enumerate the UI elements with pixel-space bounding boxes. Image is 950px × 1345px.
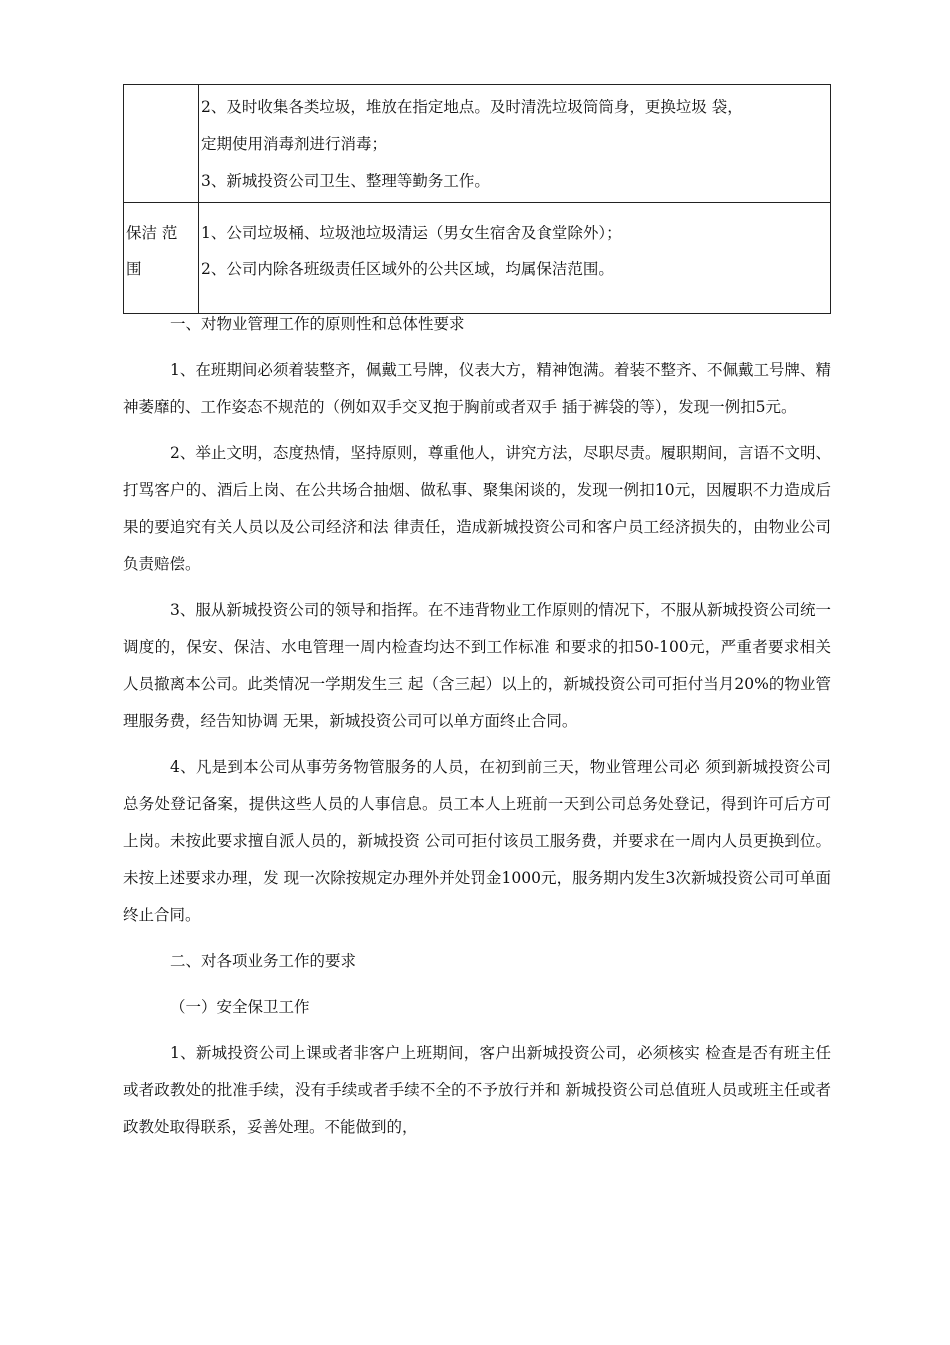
section-heading: 一、对物业管理工作的原则性和总体性要求 — [170, 315, 465, 333]
paragraph: 1、在班期间必须着装整齐，佩戴工号牌，仪表大方，精神饱满。着装不整齐、不佩戴工号牌、精神萎靡的、工作姿态不规范的（例如双手交叉抱于胸前或者双手 插于裤袋的等），发现一例扣5元。 — [123, 361, 831, 416]
subsection-heading: （一）安全保卫工作 — [170, 998, 310, 1016]
table-label-cell-empty — [124, 85, 199, 203]
table-line: 2、及时收集各类垃圾，堆放在指定地点。及时清洗垃圾筒筒身，更换垃圾 袋， — [201, 98, 743, 116]
table-line: 2、公司内除各班级责任区域外的公共区域，均属保洁范围。 — [201, 260, 614, 278]
table-line: 3、新城投资公司卫生、整理等勤务工作。 — [201, 172, 490, 190]
paragraph: 2、举止文明，态度热情，坚持原则，尊重他人，讲究方法，尽职尽责。履职期间，言语不文明、打骂客户的、酒后上岗、在公共场合抽烟、做私事、聚集闲谈的，发现一例扣10元，因履职不力造成后果的要追究有关人员以及公司经济和法 律责任，造成新城投资公司和客户员工经济损失的，由物业公司负责赔偿。 — [123, 444, 831, 573]
table-row — [124, 85, 831, 203]
paragraph: 4、凡是到本公司从事劳务物管服务的人员，在初到前三天，物业管理公司必 须到新城投资公司总务处登记备案，提供这些人员的人事信息。员工本人上班前一天到公司总务处登记，得到许可后方可上岗。未按此要求擅自派人员的，新城投资 公司可拒付该员工服务费，并要求在一周内人员更换到位。未按上述要求办理，发 现一次除按规定办理外并处罚金1000元，服务期内发生3次新城投资公司可单面 终止合同。 — [123, 758, 831, 924]
table-label-line: 围 — [126, 260, 142, 278]
table-row — [124, 203, 831, 314]
table-label-cell — [124, 203, 199, 314]
table-label-line: 保洁 范 — [126, 224, 178, 242]
scope-table — [123, 84, 831, 314]
paragraph: 3、服从新城投资公司的领导和指挥。在不违背物业工作原则的情况下，不服从新城投资公司统一调度的，保安、保洁、水电管理一周内检查均达不到工作标准 和要求的扣50-100元，严重者要求相关人员撤离本公司。此类情况一学期发生三 起（含三起）以上的，新城投资公司可拒付当月20%的物业管理服务费，经告知协调 无果，新城投资公司可以单方面终止合同。 — [123, 601, 831, 730]
table-content-cell — [199, 203, 831, 314]
paragraph: 1、新城投资公司上课或者非客户上班期间，客户出新城投资公司，必须核实 检查是否有班主任或者政教处的批准手续，没有手续或者手续不全的不予放行并和 新城投资公司总值班人员或班主任或者政教处取得联系，妥善处理。不能做到的， — [123, 1044, 831, 1136]
table-content-cell — [199, 85, 831, 203]
section-heading: 二、对各项业务工作的要求 — [170, 952, 357, 970]
table-line: 定期使用消毒剂进行消毒； — [201, 135, 388, 153]
document-body — [123, 306, 831, 1146]
table-line: 1、公司垃圾桶、垃圾池垃圾清运（男女生宿舍及食堂除外）； — [201, 224, 622, 242]
